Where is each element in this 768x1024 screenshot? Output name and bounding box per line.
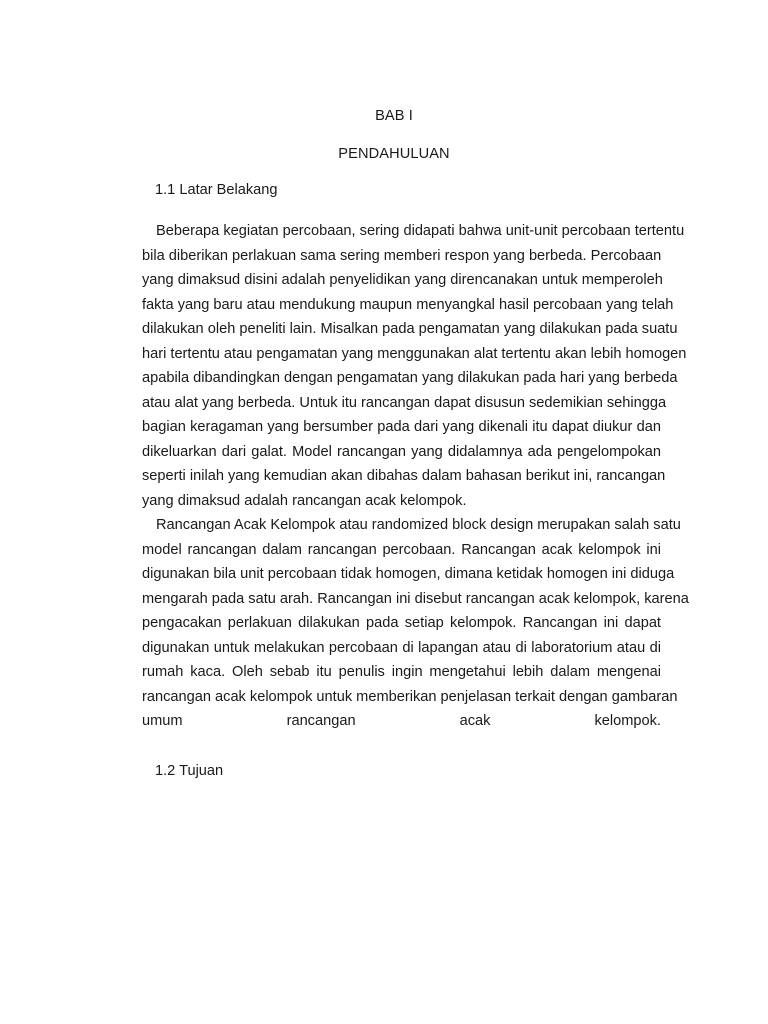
paragraph-line: seperti inilah yang kemudian akan dibahas dalam bahasan berikut ini, rancangan xyxy=(142,468,666,484)
chapter-subtitle: PENDAHULUAN xyxy=(338,146,450,162)
body-text xyxy=(142,219,689,734)
paragraph-line: umum rancangan acak kelompok. xyxy=(142,713,661,729)
paragraph-line: mengarah pada satu arah. Rancangan ini disebut rancangan acak kelompok, karena xyxy=(142,590,689,607)
paragraph-line: apabila dibandingkan dengan pengamatan yang dilakukan pada hari yang berbeda xyxy=(142,370,678,386)
paragraph-line: bila diberikan perlakuan sama sering memberi respon yang berbeda. Percobaan xyxy=(142,247,662,264)
paragraph-line: Beberapa kegiatan percobaan, sering didapati bahwa unit-unit percobaan tertentu xyxy=(156,223,685,239)
paragraph-line: Rancangan Acak Kelompok atau randomized block design merupakan salah satu xyxy=(156,517,681,533)
paragraph-2 xyxy=(142,513,689,734)
chapter-title: BAB I xyxy=(375,108,413,124)
paragraph-line: digunakan untuk melakukan percobaan di lapangan atau di laboratorium atau di xyxy=(142,639,661,656)
paragraph-line: atau alat yang berbeda. Untuk itu rancangan dapat disusun sedemikian sehingga xyxy=(142,394,667,411)
paragraph-line: fakta yang baru atau mendukung maupun menyangkal hasil percobaan yang telah xyxy=(142,296,674,313)
paragraph-line: bagian keragaman yang bersumber pada dari yang dikenali itu dapat diukur dan xyxy=(142,419,661,435)
paragraph-1 xyxy=(142,219,687,513)
paragraph-line: dikeluarkan dari galat. Model rancangan yang didalamnya ada pengelompokan xyxy=(142,443,661,460)
paragraph-line: dilakukan oleh peneliti lain. Misalkan pada pengamatan yang dilakukan pada suatu xyxy=(142,321,678,337)
paragraph-line: pengacakan perlakuan dilakukan pada setiap kelompok. Rancangan ini dapat xyxy=(142,615,661,631)
section-heading-tujuan: 1.2 Tujuan xyxy=(155,763,224,779)
paragraph-line: rancangan acak kelompok untuk memberikan penjelasan terkait dengan gambaran xyxy=(142,688,678,705)
paragraph-line: hari tertentu atau pengamatan yang menggunakan alat tertentu akan lebih homogen xyxy=(142,345,687,362)
paragraph-line: yang dimaksud adalah rancangan acak kelompok. xyxy=(142,492,467,509)
section-heading-latar-belakang: 1.1 Latar Belakang xyxy=(155,182,278,198)
paragraph-line: model rancangan dalam rancangan percobaan. Rancangan acak kelompok ini xyxy=(142,541,661,558)
paragraph-line: yang dimaksud disini adalah penyelidikan yang direncanakan untuk memperoleh xyxy=(142,272,663,288)
paragraph-line: digunakan bila unit percobaan tidak homogen, dimana ketidak homogen ini diduga xyxy=(142,566,675,582)
paragraph-line: rumah kaca. Oleh sebab itu penulis ingin mengetahui lebih dalam mengenai xyxy=(142,664,661,680)
